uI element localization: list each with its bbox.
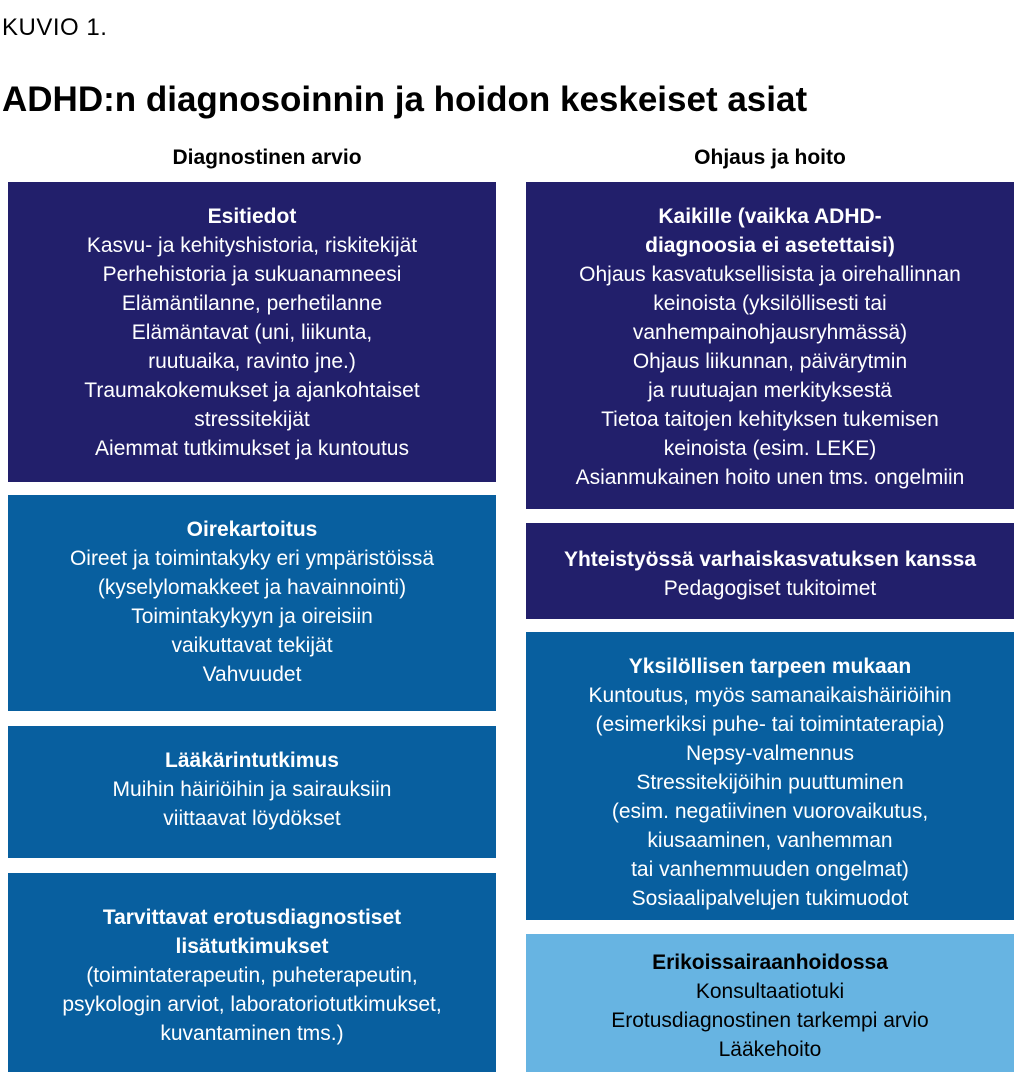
box-title: Lääkärintutkimus (165, 749, 339, 772)
box-title: Kaikille (vaikka ADHD- (658, 205, 882, 228)
box-line: Asianmukainen hoito unen tms. ongelmiin (575, 466, 965, 489)
box-line: Vahvuudet (202, 663, 302, 686)
box-line: Konsultaatiotuki (695, 980, 845, 1003)
box-line: Kuntoutus, myös samanaikaishäiriöihin (588, 684, 952, 707)
box-esitiedot (8, 182, 496, 482)
box-line: Ohjaus liikunnan, päivärytmin (632, 350, 908, 373)
box-line: vaikuttavat tekijät (171, 634, 333, 657)
box-line: viittaavat löydökset (163, 807, 341, 830)
box-line: Traumakokemukset ja ajankohtaiset (84, 379, 420, 402)
box-title: Tarvittavat erotusdiagnostiset (102, 906, 402, 929)
box-line: Muihin häiriöihin ja sairauksiin (112, 778, 392, 801)
box-yksilollinen-tarve (526, 632, 1014, 920)
box-kaikille (526, 182, 1014, 509)
box-title: diagnoosia ei asetettaisi) (645, 234, 895, 257)
box-line: Stressitekijöihin puuttuminen (636, 771, 904, 794)
box-laakarintutkimus (8, 726, 496, 858)
box-line: psykologin arviot, laboratoriotutkimukset, (62, 993, 442, 1016)
box-line: Perhehistoria ja sukuanamneesi (102, 263, 402, 286)
column-heading-diagnostic: Diagnostinen arvio (172, 146, 362, 169)
box-line: ruutuaika, ravinto jne.) (148, 350, 356, 373)
page-title: ADHD:n diagnosoinnin ja hoidon keskeiset asiat (2, 80, 808, 119)
box-line: (esim. negatiivinen vuorovaikutus, (611, 800, 929, 823)
box-line: Oireet ja toimintakyky eri ympäristöissä (69, 547, 435, 570)
box-title: Esitiedot (207, 205, 297, 228)
box-line: ja ruutuajan merkityksestä (648, 379, 892, 402)
box-line: (esimerkiksi puhe- tai toimintaterapia) (595, 713, 945, 736)
box-line: tai vanhemmuuden ongelmat) (631, 858, 909, 881)
box-line: (kyselylomakkeet ja havainnointi) (97, 576, 407, 599)
box-line: keinoista (yksilöllisesti tai (653, 292, 887, 315)
box-line: Lääkehoito (718, 1038, 822, 1061)
box-line: Pedagogiset tukitoimet (663, 577, 877, 600)
box-title: lisätutkimukset (175, 935, 329, 958)
box-line: vanhempainohjausryhmässä) (632, 321, 908, 344)
box-title: Yhteistyössä varhaiskasvatuksen kanssa (563, 548, 977, 571)
box-erikoissairaanhoito (526, 934, 1014, 1072)
box-title: Oirekartoitus (186, 518, 318, 541)
box-title: Yksilöllisen tarpeen mukaan (628, 655, 912, 678)
box-line: kiusaaminen, vanhemman (647, 829, 893, 852)
box-line: Tietoa taitojen kehityksen tukemisen (601, 408, 939, 431)
box-line: Erotusdiagnostinen tarkempi arvio (611, 1009, 929, 1032)
box-line: Elämäntilanne, perhetilanne (121, 292, 383, 315)
box-line: (toimintaterapeutin, puheterapeutin, (86, 964, 418, 987)
box-line: Ohjaus kasvatuksellisista ja oirehallinnan (579, 263, 961, 286)
figure-label: KUVIO 1. (2, 14, 108, 41)
box-line: Toimintakykyyn ja oireisiin (131, 605, 373, 628)
column-heading-treatment: Ohjaus ja hoito (694, 146, 846, 169)
box-varhaiskasvatus (526, 523, 1014, 619)
box-line: stressitekijät (194, 408, 310, 431)
box-line: keinoista (esim. LEKE) (663, 437, 877, 460)
box-line: Elämäntavat (uni, liikunta, (131, 321, 373, 344)
box-line: Sosiaalipalvelujen tukimuodot (631, 887, 909, 910)
box-line: Nepsy-valmennus (685, 742, 855, 765)
box-line: Aiemmat tutkimukset ja kuntoutus (95, 437, 409, 460)
box-title: Erikoissairaanhoidossa (652, 951, 888, 974)
box-lisatutkimukset (8, 873, 496, 1072)
box-line: kuvantaminen tms.) (160, 1022, 344, 1045)
box-oirekartoitus (8, 495, 496, 711)
box-line: Kasvu- ja kehityshistoria, riskitekijät (86, 234, 418, 257)
